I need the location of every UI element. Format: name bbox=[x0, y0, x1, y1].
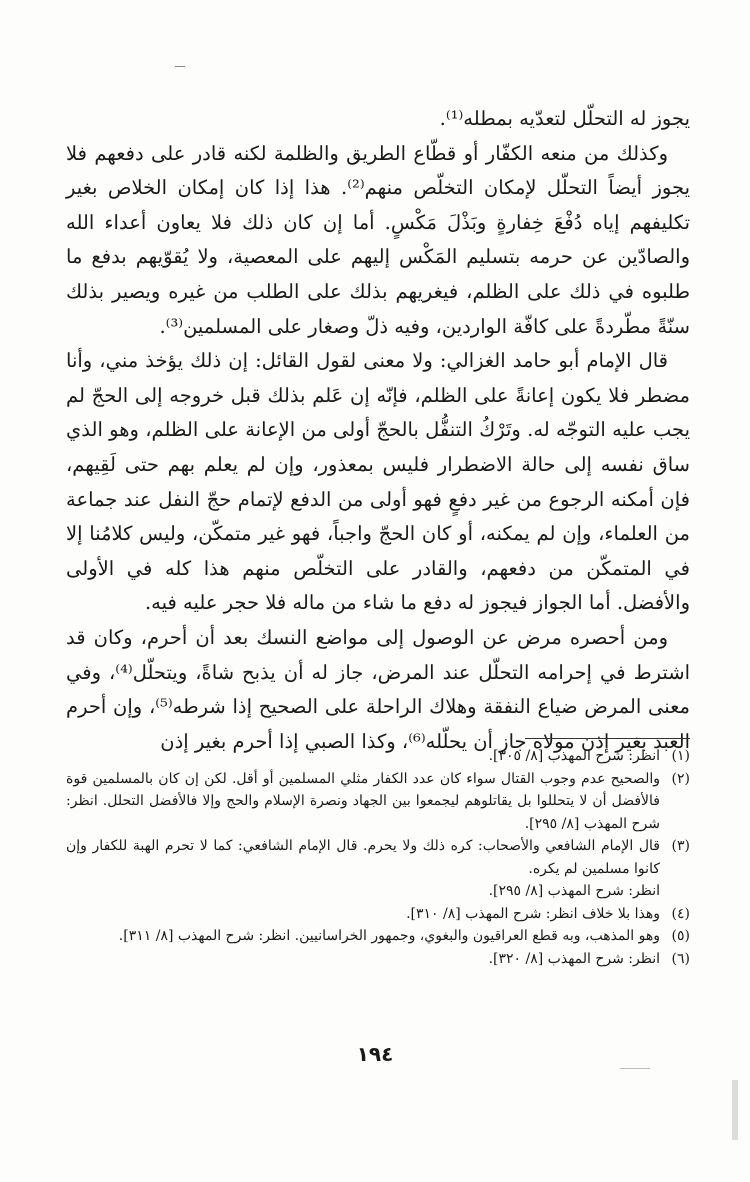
footnote-4 bbox=[66, 903, 690, 926]
footnote-6 bbox=[66, 948, 690, 971]
footnote-number bbox=[660, 880, 690, 903]
paragraph-4: ومن أحصره مرض عن الوصول إلى مواضع النسك بعد أن أحرم، وكان قد اشترط في إحرامه التحلّل عند المرض، جاز له أن يذبح شاةً، ويتحلّل⁽⁴⁾، وفي معنى المرض ضياع النفقة وهلاك الراحلة على الصحيح إذا شرطه⁽⁵⁾، وإن أحرم العبد بغير إذن مولاه جاز أن يحلّله⁽⁶⁾، وكذا الصبي إذا أحرم بغير إذن bbox=[66, 625, 690, 753]
footnote-number: (٣) bbox=[671, 838, 690, 854]
paragraph-1: يجوز له التحلّل لتعدّيه بمطله⁽¹⁾. bbox=[439, 107, 690, 130]
scan-speck bbox=[620, 1068, 650, 1069]
footnote-number: (٤) bbox=[671, 905, 690, 922]
paragraph-3: قال الإمام أبو حامد الغزالي: ولا معنى لقول القائل: إن ذلك يؤخذ مني، وأنا مضطر فلا يكون إعانةً على الظلم، فإنّه إن عَلم بذلك قبل خروجه إلى الحجّ لم يجب عليه التوجّه له. وتَرْكُ التنفُّل بالحجّ أولى من الإعانة على الظلم، وهو الذي ساق نفسه إلى حالة الاضطرار فليس بمعذور، وإن لم يعلم بهم حتى لَقِيهم، فإن أمكنه الرجوع من غير دفعٍ فهو أولى من الدفع لإتمام حجّ النفل عند جماعة من العلماء، وإن لم يمكنه، أو كان الحجّ واجباً، فهو غير متمكّن، وليس كلامُنا إلا في المتمكّن من دفعهم، والقادر على التخلّص منهم هذا كله في الأولى والأفضل. أما الجواز فيجوز له دفع ما شاء من ماله فلا حجر عليه فيه. bbox=[66, 349, 690, 615]
footnote-number: (٦) bbox=[671, 950, 690, 967]
footnote-text: وهو المذهب، وبه قطع العراقيون والبغوي، وجمهور الخراسانيين. انظر: شرح المهذب [٨/ ٣١١]. bbox=[118, 928, 660, 944]
footnote-number: (٥) bbox=[671, 928, 690, 944]
footnote-3 bbox=[66, 835, 690, 880]
scan-speck bbox=[175, 66, 185, 67]
footnote-text: قال الإمام الشافعي والأصحاب: كره ذلك ولا يحرم. قال الإمام الشافعي: كما لا تحرم الهبة للكفار وإن كانوا مسلمين لم يكره. bbox=[66, 838, 660, 877]
footnote-number: (١) bbox=[671, 748, 690, 764]
footnote-text: والصحيح عدم وجوب القتال سواء كان عدد الكفار مثلي المسلمين أو أقل. لكن إن كان بالمسلمين قوة فالأفضل أن لا يتحللوا بل يقاتلوهم ليجمعوا بين الجهاد ونصرة الإسلام والحج وإلا فالأفضل التحلل. انظر: شرح المهذب [٨/ ٢٩٥]. bbox=[66, 770, 660, 832]
footnote-2 bbox=[66, 768, 690, 836]
page-number: ١٩٤ bbox=[356, 1042, 394, 1066]
footnote-text: انظر: شرح المهذب [٨/ ٣٠٥]. bbox=[488, 748, 660, 764]
footnote-text: وهذا بلا خلاف انظر: شرح المهذب [٨/ ٣١٠]. bbox=[406, 905, 660, 922]
paragraph-2: وكذلك من منعه الكفّار أو قطّاع الطريق والظلمة لكنه قادر على دفعهم فلا يجوز أيضاً التحلّل لإمكان التخلّص منهم⁽²⁾. هذا إذا كان إمكان الخلاص بغير تكليفهم إياه دُفْعَ خِفارةٍ وبَذْلَ مَكْسٍ. أما إن كان ذلك فلا يعاون أعداء الله والصادّين عن حرمه بتسليم المَكْس إليهم على المعصية، ولا يُقوّيهم بدفع ما طلبوه في ذلك على الظلم، فيغريهم بذلك على الطلب من غيره ويصير بذلك سنّةً مطّردةً على كافّة الواردين، وفيه ذلّ وصغار على المسلمين⁽³⁾. bbox=[66, 141, 690, 338]
footnote-text: انظر: شرح المهذب [٨/ ٢٩٥]. bbox=[488, 883, 660, 899]
footnote-5 bbox=[66, 925, 690, 948]
main-text bbox=[66, 102, 690, 759]
scan-edge-mark bbox=[732, 1080, 738, 1140]
footnote-separator bbox=[525, 738, 690, 739]
footnote-text: انظر: شرح المهذب [٨/ ٣٢٠]. bbox=[488, 950, 660, 967]
footnotes bbox=[66, 745, 690, 970]
footnote-number: (٢) bbox=[671, 770, 690, 787]
footnote-3-continuation bbox=[66, 880, 690, 903]
footnote-1 bbox=[66, 745, 690, 768]
